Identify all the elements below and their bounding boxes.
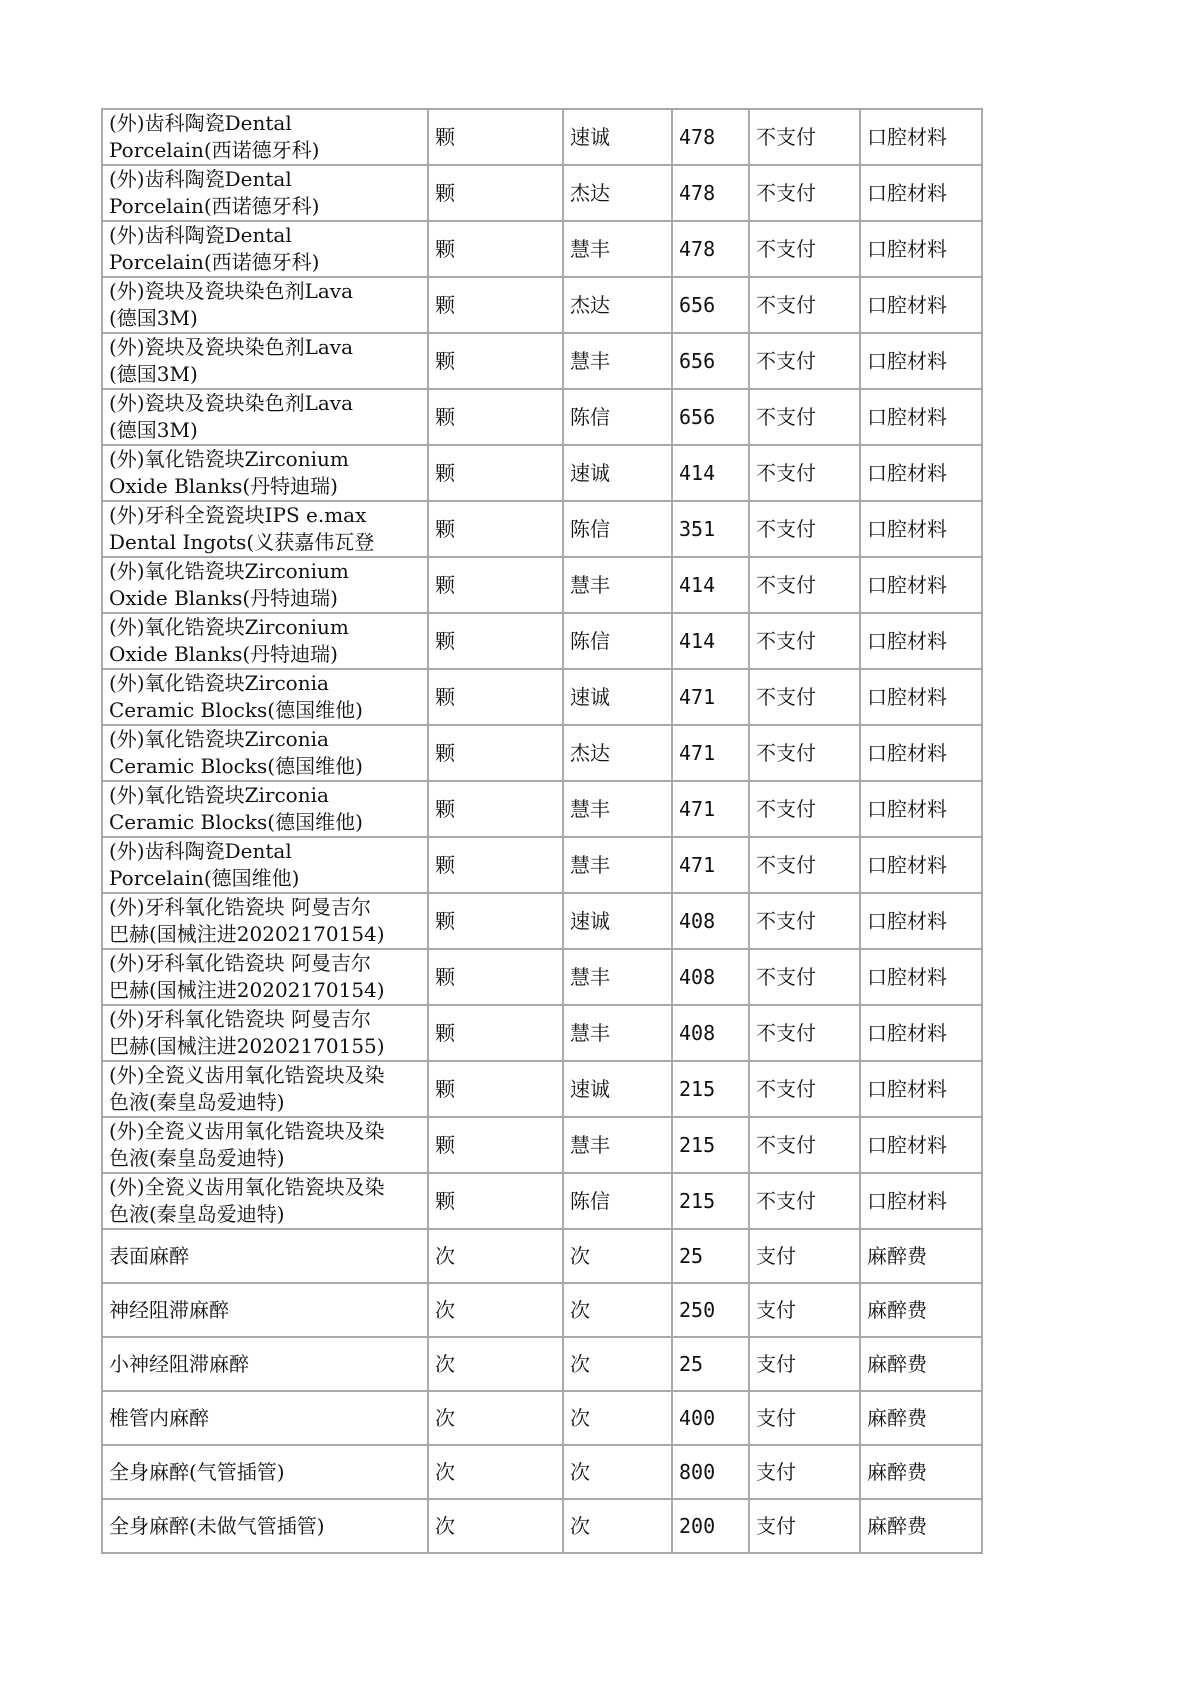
- item-name-line: 色液(秦皇岛爱迪特): [109, 1090, 285, 1114]
- item-name-line: 全身麻醉(未做气管插管): [109, 1513, 325, 1538]
- table-row: [102, 1499, 982, 1553]
- item-name-cell: [102, 1391, 428, 1445]
- vendor-cell: 速诚: [563, 109, 672, 165]
- price-cell: 200: [672, 1499, 749, 1553]
- item-name-line: Porcelain(西诺德牙科): [109, 138, 320, 162]
- unit-cell: 次: [428, 1229, 563, 1283]
- table-row: [102, 277, 982, 333]
- category-cell: 口腔材料: [860, 221, 982, 277]
- item-name-line: Porcelain(德国维他): [109, 866, 300, 890]
- price-cell: 408: [672, 949, 749, 1005]
- item-name-cell: [102, 669, 428, 725]
- item-name-line: Oxide Blanks(丹特迪瑞): [109, 642, 338, 666]
- unit-cell: 次: [428, 1283, 563, 1337]
- table-row: [102, 389, 982, 445]
- price-cell: 250: [672, 1283, 749, 1337]
- vendor-cell: 次: [563, 1337, 672, 1391]
- table-row: [102, 1173, 982, 1229]
- item-name-line: (外)瓷块及瓷块染色剂Lava: [109, 391, 354, 415]
- vendor-cell: 杰达: [563, 165, 672, 221]
- unit-cell: 颗: [428, 165, 563, 221]
- item-name-line: 色液(秦皇岛爱迪特): [109, 1146, 285, 1170]
- item-name-line: Oxide Blanks(丹特迪瑞): [109, 586, 338, 610]
- item-name-line: (外)全瓷义齿用氧化锆瓷块及染: [109, 1119, 385, 1143]
- item-name-cell: [102, 1117, 428, 1173]
- vendor-cell: 陈信: [563, 501, 672, 557]
- category-cell: 麻醉费: [860, 1229, 982, 1283]
- payment-cell: 不支付: [749, 949, 860, 1005]
- price-cell: 408: [672, 1005, 749, 1061]
- item-name-cell: [102, 277, 428, 333]
- item-name-line: (外)牙科全瓷瓷块IPS e.max: [109, 503, 367, 527]
- unit-cell: 颗: [428, 1117, 563, 1173]
- unit-cell: 次: [428, 1499, 563, 1553]
- item-name-line: (外)齿科陶瓷Dental: [109, 167, 292, 191]
- category-cell: 口腔材料: [860, 445, 982, 501]
- payment-cell: 支付: [749, 1499, 860, 1553]
- category-cell: 口腔材料: [860, 781, 982, 837]
- unit-cell: 颗: [428, 669, 563, 725]
- payment-cell: 不支付: [749, 557, 860, 613]
- unit-cell: 颗: [428, 501, 563, 557]
- unit-cell: 次: [428, 1337, 563, 1391]
- table-row: [102, 165, 982, 221]
- item-name-line: (外)氧化锆瓷块Zirconium: [109, 615, 349, 639]
- price-table: [101, 108, 983, 1554]
- item-name-line: 小神经阻滞麻醉: [109, 1351, 249, 1376]
- price-cell: 656: [672, 389, 749, 445]
- item-name-line: 全身麻醉(气管插管): [109, 1459, 285, 1484]
- category-cell: 口腔材料: [860, 669, 982, 725]
- item-name-line: Dental Ingots(义获嘉伟瓦登: [109, 530, 375, 554]
- payment-cell: 支付: [749, 1229, 860, 1283]
- item-name-line: Porcelain(西诺德牙科): [109, 250, 320, 274]
- item-name-cell: [102, 221, 428, 277]
- item-name-cell: [102, 1229, 428, 1283]
- item-name-line: (外)牙科氧化锆瓷块 阿曼吉尔: [109, 951, 371, 975]
- category-cell: 口腔材料: [860, 1005, 982, 1061]
- vendor-cell: 慧丰: [563, 1117, 672, 1173]
- payment-cell: 不支付: [749, 1061, 860, 1117]
- unit-cell: 颗: [428, 781, 563, 837]
- category-cell: 口腔材料: [860, 109, 982, 165]
- item-name-line: 巴赫(国械注进20202170154): [109, 922, 385, 946]
- unit-cell: 颗: [428, 725, 563, 781]
- payment-cell: 不支付: [749, 1173, 860, 1229]
- vendor-cell: 速诚: [563, 893, 672, 949]
- category-cell: 口腔材料: [860, 1173, 982, 1229]
- vendor-cell: 次: [563, 1391, 672, 1445]
- price-cell: 414: [672, 445, 749, 501]
- vendor-cell: 慧丰: [563, 949, 672, 1005]
- item-name-line: Porcelain(西诺德牙科): [109, 194, 320, 218]
- item-name-cell: [102, 1005, 428, 1061]
- unit-cell: 颗: [428, 109, 563, 165]
- item-name-cell: [102, 1283, 428, 1337]
- unit-cell: 颗: [428, 1005, 563, 1061]
- item-name-cell: [102, 165, 428, 221]
- table-row: [102, 445, 982, 501]
- payment-cell: 不支付: [749, 333, 860, 389]
- table-body: [102, 109, 982, 1553]
- price-cell: 800: [672, 1445, 749, 1499]
- vendor-cell: 速诚: [563, 445, 672, 501]
- category-cell: 麻醉费: [860, 1499, 982, 1553]
- price-cell: 215: [672, 1061, 749, 1117]
- payment-cell: 支付: [749, 1391, 860, 1445]
- payment-cell: 不支付: [749, 389, 860, 445]
- vendor-cell: 次: [563, 1499, 672, 1553]
- item-name-cell: [102, 1173, 428, 1229]
- price-cell: 478: [672, 221, 749, 277]
- payment-cell: 不支付: [749, 781, 860, 837]
- item-name-line: (外)瓷块及瓷块染色剂Lava: [109, 279, 354, 303]
- unit-cell: 颗: [428, 445, 563, 501]
- table-row: [102, 837, 982, 893]
- vendor-cell: 速诚: [563, 1061, 672, 1117]
- category-cell: 口腔材料: [860, 333, 982, 389]
- item-name-line: Ceramic Blocks(德国维他): [109, 698, 363, 722]
- item-name-line: Oxide Blanks(丹特迪瑞): [109, 474, 338, 498]
- item-name-line: (外)瓷块及瓷块染色剂Lava: [109, 335, 354, 359]
- unit-cell: 颗: [428, 1061, 563, 1117]
- payment-cell: 不支付: [749, 725, 860, 781]
- payment-cell: 支付: [749, 1283, 860, 1337]
- unit-cell: 颗: [428, 333, 563, 389]
- table-row: [102, 109, 982, 165]
- price-cell: 351: [672, 501, 749, 557]
- category-cell: 口腔材料: [860, 557, 982, 613]
- vendor-cell: 慧丰: [563, 1005, 672, 1061]
- payment-cell: 不支付: [749, 165, 860, 221]
- payment-cell: 不支付: [749, 445, 860, 501]
- vendor-cell: 次: [563, 1229, 672, 1283]
- item-name-cell: [102, 1499, 428, 1553]
- item-name-cell: [102, 1337, 428, 1391]
- price-cell: 215: [672, 1173, 749, 1229]
- vendor-cell: 杰达: [563, 725, 672, 781]
- payment-cell: 不支付: [749, 1117, 860, 1173]
- vendor-cell: 慧丰: [563, 221, 672, 277]
- item-name-line: (德国3M): [109, 306, 198, 330]
- item-name-line: (外)氧化锆瓷块Zirconium: [109, 447, 349, 471]
- unit-cell: 次: [428, 1445, 563, 1499]
- category-cell: 口腔材料: [860, 277, 982, 333]
- table-row: [102, 557, 982, 613]
- item-name-cell: [102, 333, 428, 389]
- table-row: [102, 1445, 982, 1499]
- vendor-cell: 慧丰: [563, 333, 672, 389]
- item-name-cell: [102, 557, 428, 613]
- payment-cell: 不支付: [749, 613, 860, 669]
- category-cell: 口腔材料: [860, 725, 982, 781]
- item-name-line: (德国3M): [109, 418, 198, 442]
- table-row: [102, 725, 982, 781]
- payment-cell: 支付: [749, 1445, 860, 1499]
- vendor-cell: 慧丰: [563, 837, 672, 893]
- item-name-cell: [102, 1061, 428, 1117]
- price-cell: 414: [672, 557, 749, 613]
- item-name-line: (外)牙科氧化锆瓷块 阿曼吉尔: [109, 895, 371, 919]
- item-name-line: Ceramic Blocks(德国维他): [109, 754, 363, 778]
- table-row: [102, 1061, 982, 1117]
- vendor-cell: 次: [563, 1445, 672, 1499]
- unit-cell: 颗: [428, 221, 563, 277]
- unit-cell: 颗: [428, 949, 563, 1005]
- item-name-line: (外)氧化锆瓷块Zirconium: [109, 559, 349, 583]
- unit-cell: 颗: [428, 893, 563, 949]
- price-cell: 471: [672, 725, 749, 781]
- item-name-line: (外)牙科氧化锆瓷块 阿曼吉尔: [109, 1007, 371, 1031]
- item-name-cell: [102, 389, 428, 445]
- price-cell: 408: [672, 893, 749, 949]
- table-row: [102, 1117, 982, 1173]
- price-cell: 656: [672, 333, 749, 389]
- table-row: [102, 1337, 982, 1391]
- table-row: [102, 1391, 982, 1445]
- vendor-cell: 速诚: [563, 669, 672, 725]
- price-cell: 478: [672, 109, 749, 165]
- category-cell: 口腔材料: [860, 893, 982, 949]
- vendor-cell: 陈信: [563, 1173, 672, 1229]
- price-cell: 215: [672, 1117, 749, 1173]
- item-name-cell: [102, 893, 428, 949]
- category-cell: 麻醉费: [860, 1445, 982, 1499]
- item-name-line: 巴赫(国械注进20202170154): [109, 978, 385, 1002]
- item-name-line: (外)齿科陶瓷Dental: [109, 223, 292, 247]
- vendor-cell: 陈信: [563, 389, 672, 445]
- unit-cell: 颗: [428, 389, 563, 445]
- vendor-cell: 慧丰: [563, 781, 672, 837]
- price-cell: 656: [672, 277, 749, 333]
- item-name-cell: [102, 781, 428, 837]
- item-name-cell: [102, 1445, 428, 1499]
- category-cell: 麻醉费: [860, 1391, 982, 1445]
- payment-cell: 不支付: [749, 837, 860, 893]
- vendor-cell: 杰达: [563, 277, 672, 333]
- item-name-cell: [102, 949, 428, 1005]
- unit-cell: 颗: [428, 613, 563, 669]
- item-name-line: (外)全瓷义齿用氧化锆瓷块及染: [109, 1175, 385, 1199]
- item-name-line: 表面麻醉: [109, 1243, 189, 1268]
- table-row: [102, 1283, 982, 1337]
- payment-cell: 支付: [749, 1337, 860, 1391]
- category-cell: 麻醉费: [860, 1283, 982, 1337]
- table-row: [102, 781, 982, 837]
- vendor-cell: 慧丰: [563, 557, 672, 613]
- payment-cell: 不支付: [749, 109, 860, 165]
- item-name-cell: [102, 109, 428, 165]
- price-cell: 471: [672, 669, 749, 725]
- item-name-line: (外)全瓷义齿用氧化锆瓷块及染: [109, 1063, 385, 1087]
- vendor-cell: 陈信: [563, 613, 672, 669]
- item-name-line: (外)氧化锆瓷块Zirconia: [109, 727, 329, 751]
- payment-cell: 不支付: [749, 221, 860, 277]
- category-cell: 口腔材料: [860, 837, 982, 893]
- price-cell: 478: [672, 165, 749, 221]
- item-name-line: (外)氧化锆瓷块Zirconia: [109, 783, 329, 807]
- item-name-line: (外)齿科陶瓷Dental: [109, 111, 292, 135]
- payment-cell: 不支付: [749, 1005, 860, 1061]
- category-cell: 口腔材料: [860, 501, 982, 557]
- category-cell: 口腔材料: [860, 165, 982, 221]
- table-row: [102, 949, 982, 1005]
- table-row: [102, 221, 982, 277]
- category-cell: 口腔材料: [860, 1117, 982, 1173]
- category-cell: 口腔材料: [860, 1061, 982, 1117]
- table-row: [102, 501, 982, 557]
- table-row: [102, 1229, 982, 1283]
- unit-cell: 颗: [428, 277, 563, 333]
- payment-cell: 不支付: [749, 893, 860, 949]
- item-name-line: (外)氧化锆瓷块Zirconia: [109, 671, 329, 695]
- payment-cell: 不支付: [749, 669, 860, 725]
- table-row: [102, 893, 982, 949]
- price-cell: 471: [672, 837, 749, 893]
- item-name-cell: [102, 837, 428, 893]
- item-name-cell: [102, 501, 428, 557]
- category-cell: 麻醉费: [860, 1337, 982, 1391]
- item-name-cell: [102, 613, 428, 669]
- payment-cell: 不支付: [749, 501, 860, 557]
- table-row: [102, 613, 982, 669]
- unit-cell: 颗: [428, 557, 563, 613]
- item-name-line: 椎管内麻醉: [109, 1405, 209, 1430]
- price-cell: 414: [672, 613, 749, 669]
- table-row: [102, 333, 982, 389]
- category-cell: 口腔材料: [860, 613, 982, 669]
- item-name-line: (外)齿科陶瓷Dental: [109, 839, 292, 863]
- item-name-line: Ceramic Blocks(德国维他): [109, 810, 363, 834]
- item-name-line: 巴赫(国械注进20202170155): [109, 1034, 385, 1058]
- item-name-line: 色液(秦皇岛爱迪特): [109, 1202, 285, 1226]
- unit-cell: 次: [428, 1391, 563, 1445]
- price-cell: 471: [672, 781, 749, 837]
- item-name-line: 神经阻滞麻醉: [109, 1297, 229, 1322]
- price-cell: 400: [672, 1391, 749, 1445]
- unit-cell: 颗: [428, 837, 563, 893]
- price-cell: 25: [672, 1229, 749, 1283]
- unit-cell: 颗: [428, 1173, 563, 1229]
- vendor-cell: 次: [563, 1283, 672, 1337]
- item-name-cell: [102, 725, 428, 781]
- item-name-cell: [102, 445, 428, 501]
- table-row: [102, 1005, 982, 1061]
- price-cell: 25: [672, 1337, 749, 1391]
- item-name-line: (德国3M): [109, 362, 198, 386]
- payment-cell: 不支付: [749, 277, 860, 333]
- table-row: [102, 669, 982, 725]
- category-cell: 口腔材料: [860, 949, 982, 1005]
- category-cell: 口腔材料: [860, 389, 982, 445]
